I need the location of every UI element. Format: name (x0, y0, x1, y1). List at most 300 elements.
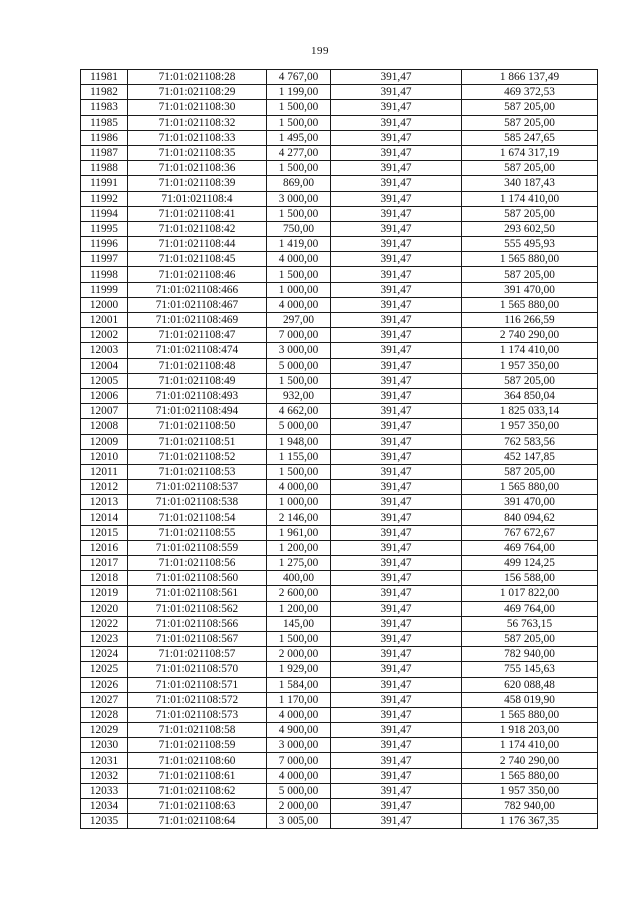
area-cell: 1 200,00 (267, 601, 331, 616)
rate-cell: 391,47 (331, 85, 462, 100)
area-cell: 3 005,00 (267, 814, 331, 829)
table-row (81, 221, 598, 236)
row-number-cell: 12016 (81, 540, 128, 555)
value-cell: 587 205,00 (462, 267, 598, 282)
cadastral-number-cell: 71:01:021108:53 (128, 464, 267, 479)
value-cell: 1 565 880,00 (462, 252, 598, 267)
value-cell: 1 866 137,49 (462, 70, 598, 85)
area-cell: 869,00 (267, 176, 331, 191)
row-number-cell: 11991 (81, 176, 128, 191)
row-number-cell: 12002 (81, 328, 128, 343)
cadastral-number-cell: 71:01:021108:63 (128, 799, 267, 814)
rate-cell: 391,47 (331, 328, 462, 343)
rate-cell: 391,47 (331, 616, 462, 631)
value-cell: 587 205,00 (462, 161, 598, 176)
cadastral-number-cell: 71:01:021108:32 (128, 115, 267, 130)
table-row (81, 586, 598, 601)
row-number-cell: 12004 (81, 358, 128, 373)
area-cell: 4 767,00 (267, 70, 331, 85)
cadastral-number-cell: 71:01:021108:64 (128, 814, 267, 829)
cadastral-number-cell: 71:01:021108:48 (128, 358, 267, 373)
table-row (81, 601, 598, 616)
table-row (81, 145, 598, 160)
rate-cell: 391,47 (331, 540, 462, 555)
row-number-cell: 12020 (81, 601, 128, 616)
value-cell: 782 940,00 (462, 647, 598, 662)
rate-cell: 391,47 (331, 419, 462, 434)
cadastral-number-cell: 71:01:021108:572 (128, 692, 267, 707)
area-cell: 7 000,00 (267, 328, 331, 343)
cadastral-number-cell: 71:01:021108:466 (128, 282, 267, 297)
cadastral-number-cell: 71:01:021108:50 (128, 419, 267, 434)
cadastral-number-cell: 71:01:021108:538 (128, 495, 267, 510)
table-row (81, 540, 598, 555)
rate-cell: 391,47 (331, 677, 462, 692)
row-number-cell: 12018 (81, 571, 128, 586)
cadastral-number-cell: 71:01:021108:54 (128, 510, 267, 525)
table-row (81, 814, 598, 829)
table-row (81, 373, 598, 388)
table-row (81, 723, 598, 738)
rate-cell: 391,47 (331, 404, 462, 419)
value-cell: 1 565 880,00 (462, 707, 598, 722)
cadastral-number-cell: 71:01:021108:28 (128, 70, 267, 85)
area-cell: 1 948,00 (267, 434, 331, 449)
table-row (81, 100, 598, 115)
table-row (81, 161, 598, 176)
cadastral-number-cell: 71:01:021108:573 (128, 707, 267, 722)
row-number-cell: 12001 (81, 313, 128, 328)
cadastral-number-cell: 71:01:021108:33 (128, 130, 267, 145)
cadastral-number-cell: 71:01:021108:561 (128, 586, 267, 601)
table-row (81, 480, 598, 495)
table-row (81, 191, 598, 206)
value-cell: 469 372,53 (462, 85, 598, 100)
area-cell: 1 500,00 (267, 206, 331, 221)
rate-cell: 391,47 (331, 480, 462, 495)
area-cell: 1 000,00 (267, 282, 331, 297)
rate-cell: 391,47 (331, 297, 462, 312)
value-cell: 458 019,90 (462, 692, 598, 707)
table-body (81, 70, 598, 829)
row-number-cell: 12006 (81, 388, 128, 403)
row-number-cell: 12032 (81, 768, 128, 783)
area-cell: 1 419,00 (267, 237, 331, 252)
table-row (81, 206, 598, 221)
rate-cell: 391,47 (331, 738, 462, 753)
area-cell: 1 500,00 (267, 267, 331, 282)
row-number-cell: 12033 (81, 783, 128, 798)
rate-cell: 391,47 (331, 115, 462, 130)
area-cell: 4 000,00 (267, 768, 331, 783)
cadastral-number-cell: 71:01:021108:537 (128, 480, 267, 495)
row-number-cell: 12022 (81, 616, 128, 631)
cadastral-number-cell: 71:01:021108:562 (128, 601, 267, 616)
table-row (81, 130, 598, 145)
rate-cell: 391,47 (331, 631, 462, 646)
rate-cell: 391,47 (331, 464, 462, 479)
rate-cell: 391,47 (331, 221, 462, 236)
value-cell: 116 266,59 (462, 313, 598, 328)
row-number-cell: 11981 (81, 70, 128, 85)
rate-cell: 391,47 (331, 313, 462, 328)
cadastral-number-cell: 71:01:021108:494 (128, 404, 267, 419)
value-cell: 1 174 410,00 (462, 738, 598, 753)
area-cell: 1 500,00 (267, 373, 331, 388)
value-cell: 391 470,00 (462, 495, 598, 510)
area-cell: 1 500,00 (267, 161, 331, 176)
table-row (81, 237, 598, 252)
value-cell: 782 940,00 (462, 799, 598, 814)
rate-cell: 391,47 (331, 130, 462, 145)
row-number-cell: 11983 (81, 100, 128, 115)
rate-cell: 391,47 (331, 768, 462, 783)
area-cell: 1 500,00 (267, 631, 331, 646)
table-row (81, 388, 598, 403)
row-number-cell: 11988 (81, 161, 128, 176)
value-cell: 587 205,00 (462, 206, 598, 221)
cadastral-number-cell: 71:01:021108:52 (128, 449, 267, 464)
cadastral-number-cell: 71:01:021108:469 (128, 313, 267, 328)
table-row (81, 434, 598, 449)
table-row (81, 707, 598, 722)
value-cell: 2 740 290,00 (462, 753, 598, 768)
cadastral-number-cell: 71:01:021108:467 (128, 297, 267, 312)
table-row (81, 738, 598, 753)
row-number-cell: 11999 (81, 282, 128, 297)
rate-cell: 391,47 (331, 556, 462, 571)
rate-cell: 391,47 (331, 100, 462, 115)
value-cell: 156 588,00 (462, 571, 598, 586)
row-number-cell: 11987 (81, 145, 128, 160)
cadastral-number-cell: 71:01:021108:59 (128, 738, 267, 753)
value-cell: 1 957 350,00 (462, 358, 598, 373)
rate-cell: 391,47 (331, 343, 462, 358)
table-row (81, 297, 598, 312)
row-number-cell: 11997 (81, 252, 128, 267)
cadastral-number-cell: 71:01:021108:61 (128, 768, 267, 783)
row-number-cell: 12030 (81, 738, 128, 753)
value-cell: 1 174 410,00 (462, 191, 598, 206)
rate-cell: 391,47 (331, 267, 462, 282)
value-cell: 391 470,00 (462, 282, 598, 297)
table-row (81, 282, 598, 297)
table-row (81, 631, 598, 646)
table-row (81, 176, 598, 191)
value-cell: 587 205,00 (462, 100, 598, 115)
cadastral-number-cell: 71:01:021108:570 (128, 662, 267, 677)
table-row (81, 616, 598, 631)
row-number-cell: 12010 (81, 449, 128, 464)
area-cell: 5 000,00 (267, 783, 331, 798)
row-number-cell: 12014 (81, 510, 128, 525)
cadastral-number-cell: 71:01:021108:57 (128, 647, 267, 662)
area-cell: 4 000,00 (267, 480, 331, 495)
rate-cell: 391,47 (331, 358, 462, 373)
cadastral-number-cell: 71:01:021108:56 (128, 556, 267, 571)
row-number-cell: 12035 (81, 814, 128, 829)
value-cell: 469 764,00 (462, 540, 598, 555)
rate-cell: 391,47 (331, 252, 462, 267)
value-cell: 1 825 033,14 (462, 404, 598, 419)
value-cell: 755 145,63 (462, 662, 598, 677)
row-number-cell: 11995 (81, 221, 128, 236)
area-cell: 1 961,00 (267, 525, 331, 540)
area-cell: 1 500,00 (267, 464, 331, 479)
area-cell: 4 000,00 (267, 297, 331, 312)
rate-cell: 391,47 (331, 692, 462, 707)
table-row (81, 510, 598, 525)
table-row (81, 464, 598, 479)
rate-cell: 391,47 (331, 799, 462, 814)
rate-cell: 391,47 (331, 373, 462, 388)
cadastral-number-cell: 71:01:021108:474 (128, 343, 267, 358)
area-cell: 2 600,00 (267, 586, 331, 601)
value-cell: 364 850,04 (462, 388, 598, 403)
table-row (81, 267, 598, 282)
area-cell: 3 000,00 (267, 191, 331, 206)
value-cell: 469 764,00 (462, 601, 598, 616)
cadastral-number-cell: 71:01:021108:62 (128, 783, 267, 798)
cadastral-number-cell: 71:01:021108:55 (128, 525, 267, 540)
area-cell: 750,00 (267, 221, 331, 236)
value-cell: 620 088,48 (462, 677, 598, 692)
area-cell: 297,00 (267, 313, 331, 328)
row-number-cell: 12034 (81, 799, 128, 814)
table-row (81, 252, 598, 267)
area-cell: 1 199,00 (267, 85, 331, 100)
area-cell: 4 000,00 (267, 252, 331, 267)
area-cell: 2 000,00 (267, 647, 331, 662)
row-number-cell: 12026 (81, 677, 128, 692)
value-cell: 1 957 350,00 (462, 419, 598, 434)
rate-cell: 391,47 (331, 662, 462, 677)
table-row (81, 753, 598, 768)
value-cell: 1 017 822,00 (462, 586, 598, 601)
table-row (81, 783, 598, 798)
area-cell: 1 000,00 (267, 495, 331, 510)
value-cell: 340 187,43 (462, 176, 598, 191)
value-cell: 1 176 367,35 (462, 814, 598, 829)
value-cell: 587 205,00 (462, 373, 598, 388)
row-number-cell: 12031 (81, 753, 128, 768)
value-cell: 587 205,00 (462, 631, 598, 646)
area-cell: 932,00 (267, 388, 331, 403)
row-number-cell: 11986 (81, 130, 128, 145)
cadastral-number-cell: 71:01:021108:559 (128, 540, 267, 555)
rate-cell: 391,47 (331, 571, 462, 586)
rate-cell: 391,47 (331, 814, 462, 829)
row-number-cell: 12011 (81, 464, 128, 479)
area-cell: 1 170,00 (267, 692, 331, 707)
table-row (81, 328, 598, 343)
rate-cell: 391,47 (331, 206, 462, 221)
cadastral-number-cell: 71:01:021108:493 (128, 388, 267, 403)
table-row (81, 115, 598, 130)
row-number-cell: 11996 (81, 237, 128, 252)
cadastral-number-cell: 71:01:021108:571 (128, 677, 267, 692)
table-row (81, 768, 598, 783)
cadastral-number-cell: 71:01:021108:41 (128, 206, 267, 221)
rate-cell: 391,47 (331, 586, 462, 601)
area-cell: 1 155,00 (267, 449, 331, 464)
rate-cell: 391,47 (331, 176, 462, 191)
table-row (81, 692, 598, 707)
row-number-cell: 12005 (81, 373, 128, 388)
page-number: 199 (311, 45, 329, 57)
area-cell: 1 500,00 (267, 100, 331, 115)
table-row (81, 571, 598, 586)
area-cell: 5 000,00 (267, 358, 331, 373)
area-cell: 4 277,00 (267, 145, 331, 160)
table-row (81, 85, 598, 100)
row-number-cell: 12027 (81, 692, 128, 707)
rate-cell: 391,47 (331, 495, 462, 510)
rate-cell: 391,47 (331, 783, 462, 798)
value-cell: 840 094,62 (462, 510, 598, 525)
cadastral-number-cell: 71:01:021108:47 (128, 328, 267, 343)
row-number-cell: 12015 (81, 525, 128, 540)
rate-cell: 391,47 (331, 161, 462, 176)
cadastral-number-cell: 71:01:021108:29 (128, 85, 267, 100)
cadastral-number-cell: 71:01:021108:58 (128, 723, 267, 738)
table-row (81, 404, 598, 419)
rate-cell: 391,47 (331, 601, 462, 616)
table-row (81, 313, 598, 328)
cadastral-number-cell: 71:01:021108:42 (128, 221, 267, 236)
value-cell: 1 565 880,00 (462, 768, 598, 783)
value-cell: 762 583,56 (462, 434, 598, 449)
row-number-cell: 12024 (81, 647, 128, 662)
row-number-cell: 12012 (81, 480, 128, 495)
area-cell: 4 000,00 (267, 707, 331, 722)
value-cell: 1 565 880,00 (462, 297, 598, 312)
area-cell: 1 500,00 (267, 115, 331, 130)
area-cell: 1 584,00 (267, 677, 331, 692)
row-number-cell: 11994 (81, 206, 128, 221)
row-number-cell: 12003 (81, 343, 128, 358)
row-number-cell: 12017 (81, 556, 128, 571)
row-number-cell: 12013 (81, 495, 128, 510)
cadastral-number-cell: 71:01:021108:44 (128, 237, 267, 252)
value-cell: 1 957 350,00 (462, 783, 598, 798)
row-number-cell: 12023 (81, 631, 128, 646)
row-number-cell: 11985 (81, 115, 128, 130)
value-cell: 2 740 290,00 (462, 328, 598, 343)
value-cell: 587 205,00 (462, 115, 598, 130)
value-cell: 452 147,85 (462, 449, 598, 464)
value-cell: 585 247,65 (462, 130, 598, 145)
table-row (81, 358, 598, 373)
table-row (81, 677, 598, 692)
cadastral-number-cell: 71:01:021108:567 (128, 631, 267, 646)
cadastral-number-cell: 71:01:021108:46 (128, 267, 267, 282)
area-cell: 7 000,00 (267, 753, 331, 768)
area-cell: 1 275,00 (267, 556, 331, 571)
area-cell: 5 000,00 (267, 419, 331, 434)
area-cell: 1 929,00 (267, 662, 331, 677)
rate-cell: 391,47 (331, 449, 462, 464)
table-row (81, 525, 598, 540)
row-number-cell: 12025 (81, 662, 128, 677)
value-cell: 1 565 880,00 (462, 480, 598, 495)
area-cell: 2 000,00 (267, 799, 331, 814)
rate-cell: 391,47 (331, 723, 462, 738)
row-number-cell: 12008 (81, 419, 128, 434)
cadastral-number-cell: 71:01:021108:49 (128, 373, 267, 388)
value-cell: 56 763,15 (462, 616, 598, 631)
table-row (81, 419, 598, 434)
value-cell: 1 918 203,00 (462, 723, 598, 738)
value-cell: 499 124,25 (462, 556, 598, 571)
cadastral-number-cell: 71:01:021108:60 (128, 753, 267, 768)
rate-cell: 391,47 (331, 145, 462, 160)
table-row (81, 799, 598, 814)
rate-cell: 391,47 (331, 647, 462, 662)
table-row (81, 662, 598, 677)
cadastral-number-cell: 71:01:021108:36 (128, 161, 267, 176)
rate-cell: 391,47 (331, 525, 462, 540)
rate-cell: 391,47 (331, 707, 462, 722)
value-cell: 1 674 317,19 (462, 145, 598, 160)
row-number-cell: 11992 (81, 191, 128, 206)
table-row (81, 556, 598, 571)
cadastral-number-cell: 71:01:021108:4 (128, 191, 267, 206)
table-row (81, 70, 598, 85)
row-number-cell: 12007 (81, 404, 128, 419)
value-cell: 555 495,93 (462, 237, 598, 252)
cadastral-number-cell: 71:01:021108:45 (128, 252, 267, 267)
row-number-cell: 12029 (81, 723, 128, 738)
row-number-cell: 12028 (81, 707, 128, 722)
area-cell: 400,00 (267, 571, 331, 586)
value-cell: 293 602,50 (462, 221, 598, 236)
area-cell: 145,00 (267, 616, 331, 631)
row-number-cell: 11998 (81, 267, 128, 282)
area-cell: 4 662,00 (267, 404, 331, 419)
value-cell: 767 672,67 (462, 525, 598, 540)
table-row (81, 495, 598, 510)
rate-cell: 391,47 (331, 282, 462, 297)
area-cell: 3 000,00 (267, 738, 331, 753)
table-row (81, 449, 598, 464)
rate-cell: 391,47 (331, 510, 462, 525)
row-number-cell: 12000 (81, 297, 128, 312)
cadastral-number-cell: 71:01:021108:560 (128, 571, 267, 586)
rate-cell: 391,47 (331, 70, 462, 85)
rate-cell: 391,47 (331, 753, 462, 768)
value-cell: 587 205,00 (462, 464, 598, 479)
area-cell: 1 200,00 (267, 540, 331, 555)
cadastral-number-cell: 71:01:021108:35 (128, 145, 267, 160)
cadastral-number-cell: 71:01:021108:39 (128, 176, 267, 191)
row-number-cell: 12019 (81, 586, 128, 601)
area-cell: 4 900,00 (267, 723, 331, 738)
land-registry-table (80, 69, 598, 829)
area-cell: 3 000,00 (267, 343, 331, 358)
row-number-cell: 11982 (81, 85, 128, 100)
area-cell: 1 495,00 (267, 130, 331, 145)
rate-cell: 391,47 (331, 237, 462, 252)
value-cell: 1 174 410,00 (462, 343, 598, 358)
area-cell: 2 146,00 (267, 510, 331, 525)
cadastral-number-cell: 71:01:021108:566 (128, 616, 267, 631)
rate-cell: 391,47 (331, 434, 462, 449)
rate-cell: 391,47 (331, 191, 462, 206)
rate-cell: 391,47 (331, 388, 462, 403)
table-row (81, 343, 598, 358)
row-number-cell: 12009 (81, 434, 128, 449)
